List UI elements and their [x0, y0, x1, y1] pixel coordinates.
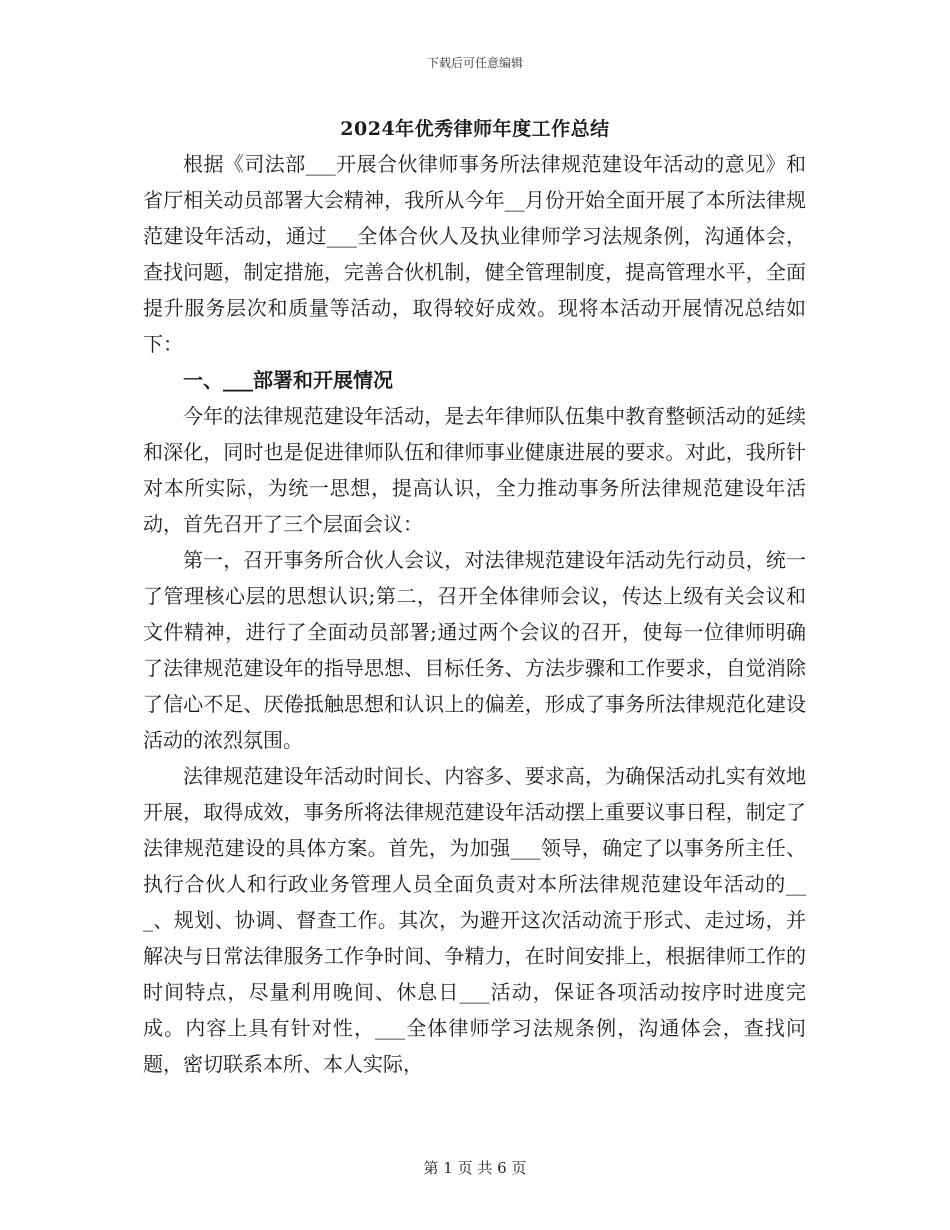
page-number-footer: 第 1 页 共 6 页 [423, 1159, 527, 1177]
section-1-paragraph-3: 法律规范建设年活动时间长、内容多、要求高，为确保活动扎实有效地开展，取得成效，事务所将法律规范建设年活动摆上重要议事日程，制定了法律规范建设的具体方案。首先，为加强___领导，确定了以事务所主任、执行合伙人和行政业务管理人员全面负责对本所法律规范建设年活动的___、规划、协调、督查工作。其次，为避开这次活动流于形式、走过场，并解决与日常法律服务工作争时间、争精力，在时间安排上，根据律师工作的时间特点，尽量利用晚间、休息日___活动，保证各项活动按序时进度完成。内容上具有针对性，___全体律师学习法规条例，沟通体会，查找问题，密切联系本所、本人实际， [143, 764, 806, 1076]
section-heading-1: 一、___部署和开展情况 [183, 368, 393, 392]
section-1-paragraph-1: 今年的法律规范建设年活动，是去年律师队伍集中教育整顿活动的延续和深化，同时也是促进律师队伍和律师事业健康进展的要求。对此，我所针对本所实际，为统一思想，提高认识，全力推动事务所法律规范建设年活动，首先召开了三个层面会议： [143, 404, 806, 536]
intro-paragraph: 根据《司法部___开展合伙律师事务所法律规范建设年活动的意见》和省厅相关动员部署大会精神，我所从今年__月份开始全面开展了本所法律规范建设年活动，通过___全体合伙人及执业律师学习法规条例，沟通体会，查找问题，制定措施，完善合伙机制，健全管理制度，提高管理水平，全面提升服务层次和质量等活动，取得较好成效。现将本活动开展情况总结如下： [143, 152, 806, 356]
section-1-paragraph-2: 第一，召开事务所合伙人会议，对法律规范建设年活动先行动员，统一了管理核心层的思想认识;第二，召开全体律师会议，传达上级有关会议和文件精神，进行了全面动员部署;通过两个会议的召开，使每一位律师明确了法律规范建设年的指导思想、目标任务、方法步骤和工作要求，自觉消除了信心不足、厌倦抵触思想和认识上的偏差，形成了事务所法律规范化建设活动的浓烈氛围。 [143, 548, 806, 752]
page-header-note: 下载后可任意编辑 [426, 56, 523, 70]
document-title: 2024年优秀律师年度工作总结 [340, 118, 610, 140]
document-body [143, 146, 806, 1082]
